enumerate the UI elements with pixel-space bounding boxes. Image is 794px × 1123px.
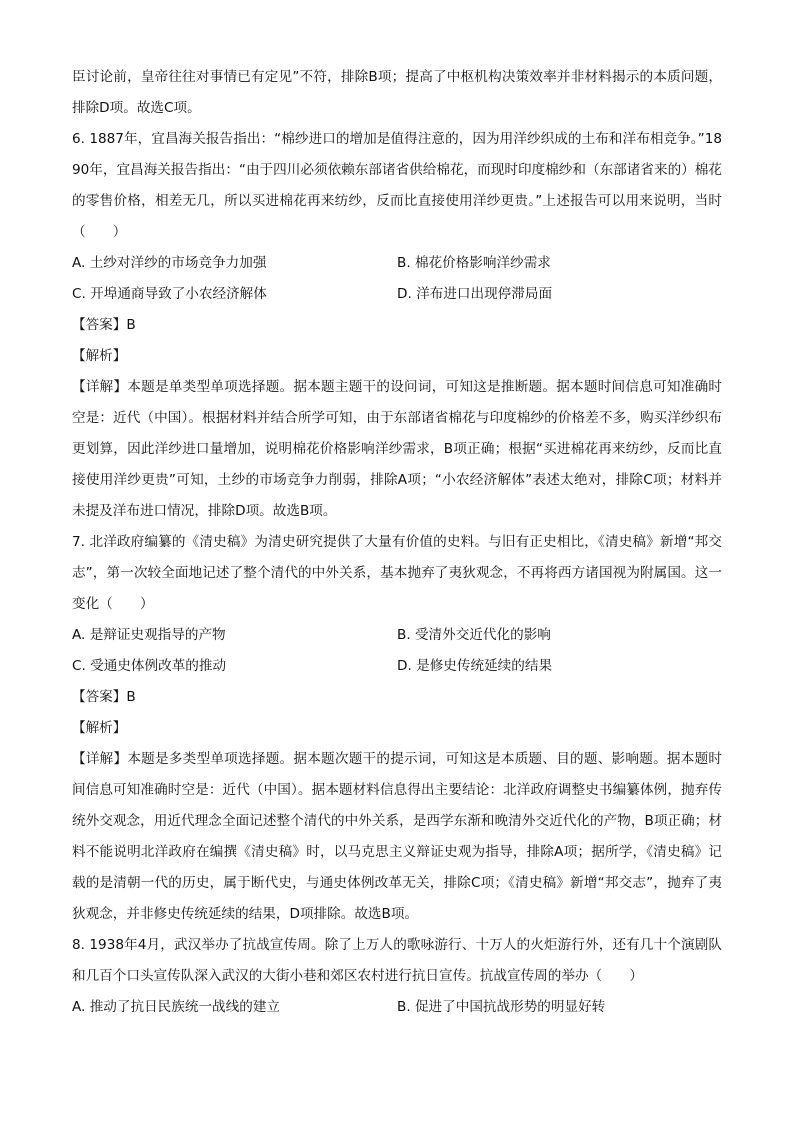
question-6-option-c: C. 开埠通商导致了小农经济解体 (72, 286, 267, 302)
question-7-option-a: A. 是辩证史观指导的产物 (72, 627, 226, 643)
question-6-detail: 【详解】本题是单类型单项选择题。据本题主题干的设问词，可知这是推断题。据本题时间信息可知准确时空是：近代（中国）。根据材料并结合所学可知，由于东部诸省棉花与印度棉纱的价格差不多，购买洋纱织布更划算，因此洋纱进口量增加，说明棉花价格影响洋纱需求，B项正确；根据“买进棉花再来纺纱，反而比直接使用洋纱更贵”可知，土纱的市场竞争力削弱，排除A项；“小农经济解体”表述太绝对，排除C项；材料并未提及洋布进口情况，排除D项。故选B项。 (72, 379, 722, 519)
question-6-option-a: A. 土纱对洋纱的市场竞争力加强 (72, 255, 267, 271)
question-7-answer: 【答案】B (72, 689, 136, 705)
question-7-options (72, 620, 722, 682)
intro-text: 臣讨论前，皇帝往往对事情已有定见”不符，排除B项；提高了中枢机构决策效率并非材料揭示的本质问题，排除D项。故选C项。 (72, 69, 722, 116)
document-page (72, 62, 722, 1023)
question-7-option-b: B. 受清外交近代化的影响 (397, 627, 551, 643)
question-7-detail: 【详解】本题是多类型单项选择题。据本题次题干的提示词，可知这是本质题、目的题、影响题。据本题时间信息可知准确时空是：近代（中国）。据本题材料信息得出主要结论：北洋政府调整史书编纂体例，抛弃传统外交观念，用近代理念全面记述整个清代的中外关系，是西学东渐和晚清外交近代化的产物，B项正确；材料不能说明北洋政府在编撰《清史稿》时，以马克思主义辩证史观为指导，排除A项；据所学，《清史稿》记载的是清朝一代的历史，属于断代史，与通史体例改革无关，排除C项；《清史稿》新增“邦交志”，抛弃了夷狄观念，并非修史传统延续的结果，D项排除。故选B项。 (72, 751, 722, 922)
question-6-stem: 6. 1887年，宜昌海关报告指出：“棉纱进口的增加是值得注意的，因为用洋纱织成的土布和洋布相竞争。”1890年，宜昌海关报告指出：“由于四川必须依赖东部诸省供给棉花，而现时印度棉纱和（东部诸省来的）棉花的零售价格，相差无几，所以买进棉花再来纺纱，反而比直接使用洋纱更贵。”上述报告可以用来说明，当时（ ） (72, 131, 722, 240)
question-8-options (72, 992, 722, 1023)
question-6-option-d: D. 洋布进口出现停滞局面 (397, 286, 553, 302)
question-6-options (72, 248, 722, 310)
question-7-stem: 7. 北洋政府编纂的《清史稿》为清史研究提供了大量有价值的史料。与旧有正史相比，《清史稿》新增“邦交志”，第一次较全面地记述了整个清代的中外关系，基本抛弃了夷狄观念，不再将西方诸国视为附属国。这一变化（ ） (72, 534, 722, 612)
question-7-analysis-label: 【解析】 (72, 720, 127, 736)
question-8-option-a: A. 推动了抗日民族统一战线的建立 (72, 999, 281, 1015)
question-7-option-c: C. 受通史体例改革的推动 (72, 658, 227, 674)
question-6-analysis-label: 【解析】 (72, 348, 127, 364)
question-6-option-b: B. 棉花价格影响洋纱需求 (397, 255, 551, 271)
question-8-option-b: B. 促进了中国抗战形势的明显好转 (397, 999, 606, 1015)
question-8-stem: 8. 1938年4月，武汉举办了抗战宣传周。除了上万人的歌咏游行、十万人的火炬游行外，还有几十个演剧队和几百个口头宣传队深入武汉的大街小巷和郊区农村进行抗日宣传。抗战宣传周的举办（ ） (72, 937, 722, 984)
question-6-answer: 【答案】B (72, 317, 136, 333)
question-7-option-d: D. 是修史传统延续的结果 (397, 658, 553, 674)
